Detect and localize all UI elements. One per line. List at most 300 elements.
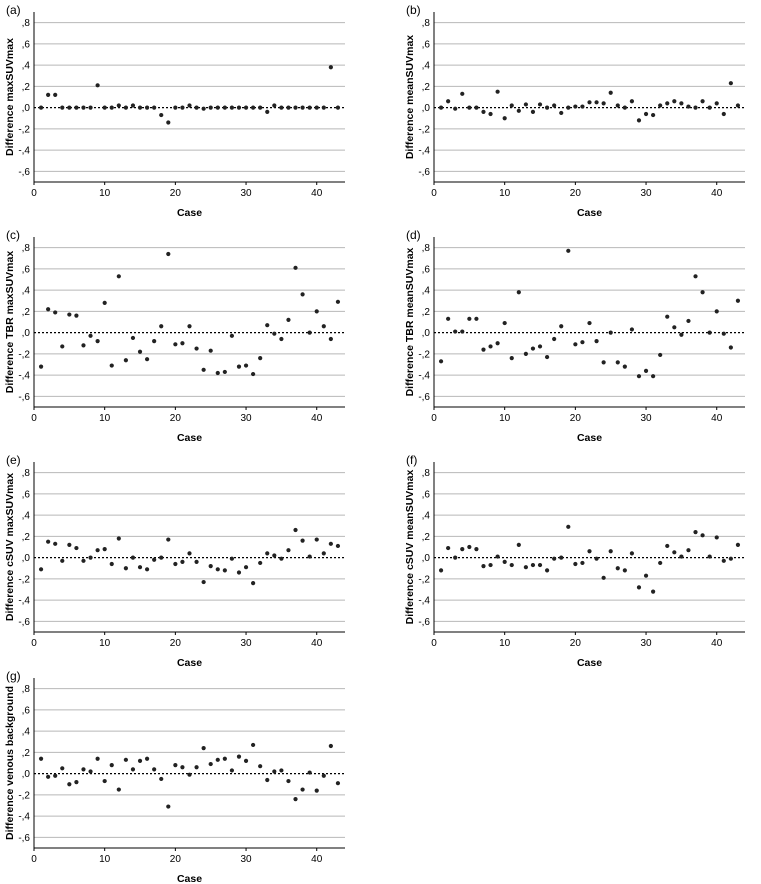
data-point: [510, 103, 514, 107]
data-point: [279, 768, 283, 772]
data-point: [103, 779, 107, 783]
data-point: [300, 292, 304, 296]
data-point: [138, 350, 142, 354]
data-point: [60, 344, 64, 348]
data-point: [715, 535, 719, 539]
data-point: [67, 543, 71, 547]
x-tick-label: 40: [711, 638, 723, 649]
data-point: [693, 106, 697, 110]
data-point: [573, 342, 577, 346]
data-point: [279, 557, 283, 561]
data-point: [609, 91, 613, 95]
x-tick-label: 0: [31, 188, 37, 199]
data-point: [729, 345, 733, 349]
data-point: [138, 759, 142, 763]
data-point: [672, 550, 676, 554]
data-point: [230, 768, 234, 772]
x-tick-label: 30: [240, 854, 252, 865]
x-tick-label: 30: [640, 413, 652, 424]
y-tick-label: -,4: [18, 811, 30, 823]
y-tick-label: ,0: [421, 553, 430, 565]
x-tick-label: 10: [99, 188, 111, 199]
data-point: [559, 556, 563, 560]
data-point: [315, 309, 319, 313]
data-point: [665, 101, 669, 105]
data-point: [580, 561, 584, 565]
data-point: [679, 333, 683, 337]
data-point: [74, 780, 78, 784]
data-point: [623, 568, 627, 572]
data-point: [152, 767, 156, 771]
data-point: [336, 544, 340, 548]
data-point: [39, 757, 43, 761]
panel-label: (c): [6, 228, 20, 242]
data-point: [173, 342, 177, 346]
data-point: [265, 778, 269, 782]
data-point: [272, 103, 276, 107]
data-point: [446, 317, 450, 321]
data-point: [46, 307, 50, 311]
x-tick-label: 40: [311, 638, 323, 649]
data-point: [616, 566, 620, 570]
data-point: [715, 309, 719, 313]
data-point: [159, 324, 163, 328]
data-point: [644, 369, 648, 373]
data-point: [145, 357, 149, 361]
data-point: [488, 112, 492, 116]
x-tick-label: 0: [31, 638, 37, 649]
y-axis-title: Difference TBR maxSUVmax: [4, 250, 16, 394]
x-axis-title: Case: [576, 432, 603, 444]
data-point: [439, 568, 443, 572]
data-point: [329, 337, 333, 341]
data-point: [223, 568, 227, 572]
x-tick-label: 10: [499, 638, 511, 649]
data-point: [658, 103, 662, 107]
data-point: [202, 580, 206, 584]
data-point: [708, 331, 712, 335]
data-point: [644, 574, 648, 578]
data-point: [481, 564, 485, 568]
data-point: [686, 548, 690, 552]
y-tick-label: -,2: [418, 124, 430, 136]
data-point: [166, 537, 170, 541]
y-tick-label: -,4: [18, 595, 30, 607]
data-point: [315, 106, 319, 110]
y-tick-label: ,0: [21, 769, 30, 781]
y-tick-label: ,8: [421, 468, 430, 480]
data-point: [223, 757, 227, 761]
data-point: [216, 371, 220, 375]
panel-label: (a): [6, 3, 21, 17]
y-axis-title: Difference maxSUVmax: [4, 38, 16, 156]
data-point: [81, 106, 85, 110]
data-point: [545, 355, 549, 359]
data-point: [531, 563, 535, 567]
y-tick-label: -,6: [18, 616, 30, 628]
data-point: [286, 106, 290, 110]
data-point: [559, 111, 563, 115]
panel-label: (b): [406, 3, 421, 17]
x-tick-label: 20: [169, 413, 181, 424]
data-point: [517, 109, 521, 113]
data-point: [460, 329, 464, 333]
data-point: [272, 553, 276, 557]
y-tick-label: ,4: [21, 60, 30, 72]
data-point: [293, 528, 297, 532]
data-point: [237, 106, 241, 110]
data-point: [552, 557, 556, 561]
data-point: [209, 106, 213, 110]
y-tick-label: -,6: [18, 391, 30, 403]
data-point: [60, 559, 64, 563]
data-point: [96, 757, 100, 761]
data-point: [110, 763, 114, 767]
data-point: [272, 769, 276, 773]
data-point: [488, 344, 492, 348]
x-tick-label: 0: [431, 638, 437, 649]
y-tick-label: -,4: [418, 595, 430, 607]
data-point: [729, 557, 733, 561]
data-point: [510, 356, 514, 360]
data-point: [538, 102, 542, 106]
data-point: [244, 106, 248, 110]
data-point: [145, 757, 149, 761]
y-tick-label: -,4: [418, 370, 430, 382]
data-point: [517, 290, 521, 294]
y-tick-label: -,4: [418, 145, 430, 157]
data-point: [279, 106, 283, 110]
data-point: [39, 365, 43, 369]
y-tick-label: ,8: [421, 18, 430, 30]
data-point: [474, 547, 478, 551]
data-point: [686, 104, 690, 108]
data-point: [187, 324, 191, 328]
data-point: [145, 106, 149, 110]
x-tick-label: 0: [31, 413, 37, 424]
data-point: [286, 318, 290, 322]
data-point: [124, 758, 128, 762]
data-point: [623, 106, 627, 110]
data-point: [159, 556, 163, 560]
data-point: [300, 106, 304, 110]
y-tick-label: -,2: [18, 574, 30, 586]
y-tick-label: ,2: [21, 747, 30, 759]
data-point: [152, 558, 156, 562]
y-tick-label: ,6: [21, 264, 30, 276]
data-point: [453, 556, 457, 560]
data-point: [693, 274, 697, 278]
data-point: [131, 767, 135, 771]
data-point: [474, 106, 478, 110]
data-point: [244, 759, 248, 763]
data-point: [531, 346, 535, 350]
data-point: [729, 81, 733, 85]
data-point: [322, 774, 326, 778]
data-point: [159, 113, 163, 117]
data-point: [216, 567, 220, 571]
data-point: [194, 346, 198, 350]
data-point: [251, 743, 255, 747]
x-tick-label: 20: [169, 638, 181, 649]
data-point: [496, 90, 500, 94]
data-point: [315, 789, 319, 793]
data-point: [722, 559, 726, 563]
y-tick-label: -,4: [18, 145, 30, 157]
data-point: [651, 113, 655, 117]
data-point: [587, 549, 591, 553]
x-axis-title: Case: [576, 657, 603, 669]
y-tick-label: -,2: [18, 349, 30, 361]
y-tick-label: ,0: [421, 103, 430, 115]
data-point: [53, 542, 57, 546]
y-tick-label: -,6: [418, 391, 430, 403]
data-point: [587, 321, 591, 325]
data-point: [131, 556, 135, 560]
panel-g: [4, 669, 345, 884]
data-point: [166, 804, 170, 808]
y-tick-label: -,2: [418, 574, 430, 586]
data-point: [453, 107, 457, 111]
data-point: [244, 565, 248, 569]
data-point: [279, 337, 283, 341]
data-point: [187, 103, 191, 107]
data-point: [658, 353, 662, 357]
x-tick-label: 20: [169, 188, 181, 199]
y-tick-label: -,6: [418, 616, 430, 628]
data-point: [446, 99, 450, 103]
x-tick-label: 10: [499, 188, 511, 199]
data-point: [658, 561, 662, 565]
data-point: [580, 340, 584, 344]
data-point: [202, 746, 206, 750]
data-point: [110, 363, 114, 367]
y-tick-label: ,2: [421, 81, 430, 93]
data-point: [538, 344, 542, 348]
data-point: [251, 581, 255, 585]
data-point: [679, 101, 683, 105]
data-point: [474, 317, 478, 321]
data-point: [700, 533, 704, 537]
data-point: [39, 567, 43, 571]
data-point: [602, 576, 606, 580]
data-point: [609, 549, 613, 553]
data-point: [308, 554, 312, 558]
data-point: [481, 110, 485, 114]
data-point: [336, 300, 340, 304]
y-tick-label: ,2: [421, 306, 430, 318]
data-point: [439, 106, 443, 110]
data-point: [594, 557, 598, 561]
data-point: [315, 537, 319, 541]
panel-d: [404, 228, 745, 444]
data-point: [700, 99, 704, 103]
data-point: [293, 106, 297, 110]
data-point: [194, 765, 198, 769]
y-tick-label: ,4: [421, 510, 430, 522]
y-axis-title: Difference cSUV maxSUVmax: [4, 472, 16, 622]
data-point: [265, 551, 269, 555]
data-point: [187, 551, 191, 555]
panel-label: (g): [6, 669, 21, 683]
data-point: [81, 343, 85, 347]
x-tick-label: 30: [240, 413, 252, 424]
data-point: [258, 764, 262, 768]
data-point: [488, 563, 492, 567]
data-point: [265, 110, 269, 114]
y-tick-label: ,4: [421, 60, 430, 72]
data-point: [736, 299, 740, 303]
data-point: [517, 543, 521, 547]
data-point: [67, 106, 71, 110]
data-point: [173, 106, 177, 110]
data-point: [124, 358, 128, 362]
y-tick-label: ,8: [421, 243, 430, 255]
data-point: [81, 767, 85, 771]
data-point: [88, 556, 92, 560]
data-point: [74, 314, 78, 318]
data-point: [237, 755, 241, 759]
data-point: [566, 525, 570, 529]
y-tick-label: ,6: [421, 39, 430, 51]
y-tick-label: ,8: [21, 243, 30, 255]
data-point: [180, 765, 184, 769]
x-tick-label: 30: [640, 638, 652, 649]
data-point: [587, 100, 591, 104]
y-tick-label: ,4: [21, 285, 30, 297]
y-tick-label: -,4: [18, 370, 30, 382]
x-tick-label: 0: [431, 413, 437, 424]
x-tick-label: 10: [99, 638, 111, 649]
data-point: [336, 106, 340, 110]
data-point: [439, 359, 443, 363]
data-point: [644, 112, 648, 116]
data-point: [194, 106, 198, 110]
y-axis-title: Difference cSUV meanSUVmax: [404, 469, 416, 625]
x-tick-label: 40: [711, 413, 723, 424]
data-point: [322, 551, 326, 555]
data-point: [258, 561, 262, 565]
y-tick-label: ,6: [21, 489, 30, 501]
data-point: [265, 323, 269, 327]
data-point: [202, 368, 206, 372]
data-point: [180, 341, 184, 345]
data-point: [202, 107, 206, 111]
data-point: [258, 106, 262, 110]
data-point: [481, 348, 485, 352]
data-point: [700, 290, 704, 294]
data-point: [602, 101, 606, 105]
data-point: [329, 744, 333, 748]
data-point: [609, 331, 613, 335]
data-point: [88, 769, 92, 773]
y-tick-label: -,2: [418, 349, 430, 361]
y-tick-label: ,4: [21, 726, 30, 738]
data-point: [223, 370, 227, 374]
panel-a: [4, 3, 345, 219]
data-point: [630, 551, 634, 555]
data-point: [46, 775, 50, 779]
data-point: [293, 266, 297, 270]
panel-b: [404, 3, 745, 219]
data-point: [124, 106, 128, 110]
data-point: [453, 329, 457, 333]
data-point: [272, 332, 276, 336]
data-point: [637, 585, 641, 589]
panel-e: [4, 453, 345, 669]
data-point: [131, 103, 135, 107]
data-point: [503, 116, 507, 120]
y-tick-label: ,2: [21, 531, 30, 543]
data-point: [686, 319, 690, 323]
data-point: [53, 93, 57, 97]
y-tick-label: ,4: [421, 285, 430, 297]
data-point: [467, 545, 471, 549]
data-point: [637, 374, 641, 378]
data-point: [651, 590, 655, 594]
y-tick-label: -,6: [18, 166, 30, 178]
data-point: [552, 337, 556, 341]
data-point: [630, 327, 634, 331]
data-point: [446, 546, 450, 550]
data-point: [736, 103, 740, 107]
data-point: [117, 536, 121, 540]
data-point: [67, 312, 71, 316]
data-point: [300, 787, 304, 791]
data-point: [679, 554, 683, 558]
data-point: [672, 99, 676, 103]
data-point: [237, 570, 241, 574]
data-point: [117, 274, 121, 278]
y-tick-label: ,0: [21, 553, 30, 565]
data-point: [110, 562, 114, 566]
data-point: [545, 568, 549, 572]
data-point: [467, 106, 471, 110]
data-point: [524, 102, 528, 106]
x-tick-label: 10: [99, 413, 111, 424]
data-point: [496, 554, 500, 558]
data-point: [722, 112, 726, 116]
data-point: [616, 103, 620, 107]
data-point: [237, 365, 241, 369]
data-point: [566, 106, 570, 110]
data-point: [293, 797, 297, 801]
x-axis-title: Case: [176, 432, 203, 444]
y-tick-label: ,6: [21, 705, 30, 717]
data-point: [53, 774, 57, 778]
data-point: [230, 557, 234, 561]
data-point: [88, 106, 92, 110]
data-point: [180, 560, 184, 564]
data-point: [96, 548, 100, 552]
data-point: [322, 106, 326, 110]
x-tick-label: 40: [311, 854, 323, 865]
data-point: [74, 546, 78, 550]
data-point: [209, 564, 213, 568]
data-point: [110, 106, 114, 110]
data-point: [117, 787, 121, 791]
x-axis-title: Case: [576, 207, 603, 219]
data-point: [566, 249, 570, 253]
data-point: [138, 565, 142, 569]
data-point: [308, 770, 312, 774]
data-point: [503, 560, 507, 564]
x-tick-label: 20: [569, 188, 581, 199]
data-point: [60, 766, 64, 770]
data-point: [715, 101, 719, 105]
data-point: [538, 563, 542, 567]
y-axis-title: Difference meanSUVmax: [404, 34, 416, 160]
